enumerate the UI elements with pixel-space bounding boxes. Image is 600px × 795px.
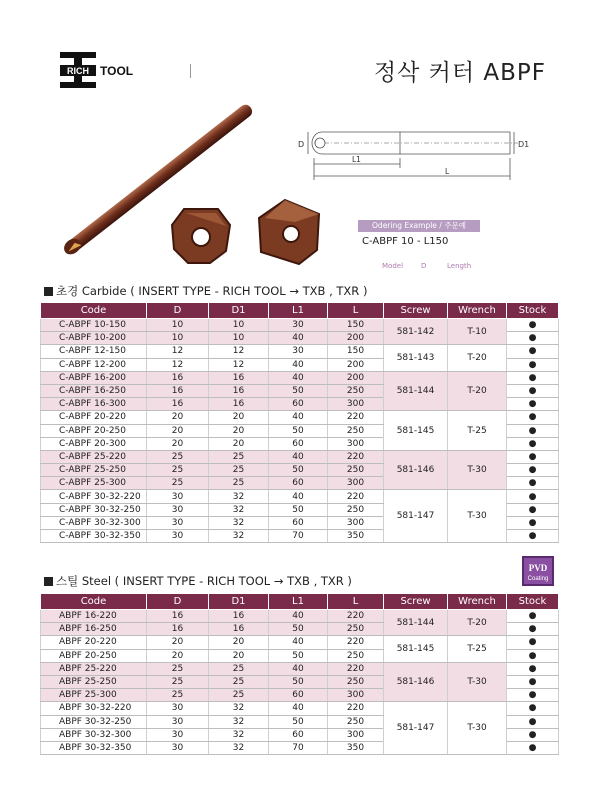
- cell-stock: ●: [507, 741, 559, 754]
- cell-d: 30: [147, 702, 209, 715]
- table-header-row: [41, 594, 559, 610]
- cell-d: 16: [147, 371, 209, 384]
- cell-d1: 10: [209, 319, 269, 332]
- cell-l: 250: [328, 649, 384, 662]
- cell-code: ABPF 25-220: [41, 662, 147, 675]
- cell-d1: 20: [209, 424, 269, 437]
- cell-l: 300: [328, 689, 384, 702]
- cell-wrench: T-20: [448, 610, 507, 636]
- column-header: Screw: [384, 303, 448, 319]
- cell-d: 25: [147, 464, 209, 477]
- table-row: [41, 610, 559, 623]
- cell-code: C-ABPF 25-300: [41, 477, 147, 490]
- cell-stock: ●: [507, 490, 559, 503]
- cell-stock: ●: [507, 345, 559, 358]
- cell-l: 220: [328, 411, 384, 424]
- table-row: [41, 490, 559, 503]
- cell-code: ABPF 20-220: [41, 636, 147, 649]
- cell-code: ABPF 30-32-250: [41, 715, 147, 728]
- cell-l1: 30: [269, 345, 328, 358]
- cell-d: 16: [147, 610, 209, 623]
- cell-d: 10: [147, 332, 209, 345]
- cell-screw: 581-147: [384, 702, 448, 755]
- cell-d: 30: [147, 728, 209, 741]
- cell-screw: 581-144: [384, 610, 448, 636]
- insert-txb-image: [170, 205, 232, 267]
- cell-code: C-ABPF 25-220: [41, 450, 147, 463]
- cell-l1: 40: [269, 610, 328, 623]
- column-header: Code: [41, 303, 147, 319]
- cell-l1: 70: [269, 530, 328, 543]
- dim-d1-label: D1: [518, 140, 530, 149]
- cell-code: C-ABPF 25-250: [41, 464, 147, 477]
- cell-l: 200: [328, 371, 384, 384]
- cell-l: 300: [328, 516, 384, 529]
- cell-wrench: T-30: [448, 702, 507, 755]
- cell-code: C-ABPF 16-250: [41, 384, 147, 397]
- column-header: Wrench: [448, 303, 507, 319]
- carbide-title-text: 초경 Carbide ( INSERT TYPE - RICH TOOL → TXB , TXR ): [56, 284, 368, 298]
- cell-l: 250: [328, 424, 384, 437]
- logo-tool-text: TOOL: [100, 64, 134, 78]
- cell-d: 25: [147, 675, 209, 688]
- cell-stock: ●: [507, 358, 559, 371]
- cell-screw: 581-143: [384, 345, 448, 371]
- column-header: D1: [209, 303, 269, 319]
- cell-d: 20: [147, 411, 209, 424]
- page-title: 정삭 커터 ABPF: [373, 60, 546, 86]
- carbide-section-title: [44, 283, 367, 299]
- cell-l1: 30: [269, 319, 328, 332]
- cell-d: 30: [147, 741, 209, 754]
- tool-dimension-drawing: [290, 120, 540, 190]
- cell-d1: 25: [209, 662, 269, 675]
- cell-code: C-ABPF 16-300: [41, 398, 147, 411]
- cell-l1: 40: [269, 358, 328, 371]
- cell-d: 20: [147, 424, 209, 437]
- cell-screw: 581-147: [384, 490, 448, 543]
- cell-code: C-ABPF 20-250: [41, 424, 147, 437]
- column-header: D: [147, 594, 209, 610]
- cell-l1: 50: [269, 623, 328, 636]
- cell-d1: 32: [209, 741, 269, 754]
- end-mill-tool-image: [40, 100, 280, 260]
- cell-wrench: T-20: [448, 345, 507, 371]
- column-header: L1: [269, 594, 328, 610]
- cell-l: 250: [328, 715, 384, 728]
- cell-stock: ●: [507, 384, 559, 397]
- cell-screw: 581-142: [384, 319, 448, 345]
- cell-wrench: T-30: [448, 490, 507, 543]
- pvd-coating-text: Coating: [527, 576, 549, 582]
- cell-wrench: T-25: [448, 636, 507, 662]
- cell-wrench: T-30: [448, 662, 507, 702]
- cell-d1: 10: [209, 332, 269, 345]
- bullet-square-icon: [44, 577, 53, 586]
- cell-d1: 32: [209, 728, 269, 741]
- cell-screw: 581-146: [384, 662, 448, 702]
- cell-d1: 25: [209, 689, 269, 702]
- cell-code: ABPF 30-32-300: [41, 728, 147, 741]
- cell-stock: ●: [507, 464, 559, 477]
- cell-d: 20: [147, 437, 209, 450]
- cell-l: 220: [328, 662, 384, 675]
- table-row: [41, 450, 559, 463]
- cell-d1: 12: [209, 345, 269, 358]
- carbide-spec-table: [40, 302, 559, 543]
- cell-stock: ●: [507, 503, 559, 516]
- ordering-sub-length: Length: [447, 262, 472, 270]
- steel-title-text: 스틸 Steel ( INSERT TYPE - RICH TOOL → TXB , TXR ): [56, 574, 352, 588]
- cell-code: C-ABPF 20-220: [41, 411, 147, 424]
- cell-code: C-ABPF 30-32-300: [41, 516, 147, 529]
- ordering-example-label: Odering Example / 주문예: [358, 220, 480, 232]
- cell-d: 25: [147, 689, 209, 702]
- cell-l1: 40: [269, 332, 328, 345]
- cell-d: 30: [147, 516, 209, 529]
- cell-stock: ●: [507, 437, 559, 450]
- cell-code: ABPF 25-300: [41, 689, 147, 702]
- cell-l: 250: [328, 623, 384, 636]
- cell-d: 25: [147, 662, 209, 675]
- steel-spec-table: [40, 593, 559, 755]
- cell-stock: ●: [507, 398, 559, 411]
- cell-l1: 40: [269, 371, 328, 384]
- cell-l: 150: [328, 345, 384, 358]
- cell-l1: 60: [269, 477, 328, 490]
- cell-l1: 40: [269, 411, 328, 424]
- cell-stock: ●: [507, 610, 559, 623]
- cell-stock: ●: [507, 450, 559, 463]
- cell-code: ABPF 30-32-350: [41, 741, 147, 754]
- cell-code: C-ABPF 12-150: [41, 345, 147, 358]
- column-header: Wrench: [448, 594, 507, 610]
- cell-stock: ●: [507, 715, 559, 728]
- table-row: [41, 345, 559, 358]
- table-row: [41, 702, 559, 715]
- cell-d1: 32: [209, 530, 269, 543]
- cell-d: 20: [147, 636, 209, 649]
- cell-stock: ●: [507, 702, 559, 715]
- cell-d1: 16: [209, 371, 269, 384]
- cell-screw: 581-145: [384, 411, 448, 451]
- cell-l: 220: [328, 636, 384, 649]
- cell-code: ABPF 20-250: [41, 649, 147, 662]
- cell-d1: 25: [209, 450, 269, 463]
- cell-d1: 32: [209, 503, 269, 516]
- table-row: [41, 636, 559, 649]
- cell-d: 30: [147, 530, 209, 543]
- logo-rich-text: RICH: [67, 66, 89, 76]
- pvd-coating-badge: [522, 556, 554, 586]
- cell-l1: 60: [269, 689, 328, 702]
- cell-d1: 25: [209, 675, 269, 688]
- cell-code: C-ABPF 20-300: [41, 437, 147, 450]
- cell-l: 220: [328, 450, 384, 463]
- pvd-text: PVD: [528, 563, 548, 573]
- cell-screw: 581-144: [384, 371, 448, 411]
- insert-txr-image: [255, 198, 323, 266]
- cell-screw: 581-146: [384, 450, 448, 490]
- table-row: [41, 411, 559, 424]
- table-header-row: [41, 303, 559, 319]
- cell-code: C-ABPF 30-32-350: [41, 530, 147, 543]
- cell-l: 300: [328, 437, 384, 450]
- cell-stock: ●: [507, 371, 559, 384]
- cell-l1: 70: [269, 741, 328, 754]
- dim-d-label: D: [298, 140, 305, 149]
- rich-tool-logo: [60, 52, 156, 88]
- column-header: L1: [269, 303, 328, 319]
- cell-l1: 60: [269, 516, 328, 529]
- cell-l: 300: [328, 398, 384, 411]
- cell-d1: 25: [209, 477, 269, 490]
- steel-section-title: [44, 573, 352, 589]
- cell-d1: 12: [209, 358, 269, 371]
- cell-l1: 40: [269, 450, 328, 463]
- cell-wrench: T-10: [448, 319, 507, 345]
- cell-l: 200: [328, 358, 384, 371]
- cell-l1: 60: [269, 437, 328, 450]
- cell-l: 300: [328, 477, 384, 490]
- cell-d: 16: [147, 384, 209, 397]
- cell-d: 25: [147, 477, 209, 490]
- cell-stock: ●: [507, 477, 559, 490]
- cell-d1: 32: [209, 702, 269, 715]
- cell-l1: 40: [269, 490, 328, 503]
- cell-d: 10: [147, 319, 209, 332]
- cell-code: C-ABPF 12-200: [41, 358, 147, 371]
- cell-l1: 60: [269, 398, 328, 411]
- cell-d1: 25: [209, 464, 269, 477]
- cell-stock: ●: [507, 332, 559, 345]
- table-row: [41, 371, 559, 384]
- cell-l1: 50: [269, 715, 328, 728]
- cell-l: 350: [328, 741, 384, 754]
- cell-wrench: T-30: [448, 450, 507, 490]
- cell-d1: 16: [209, 384, 269, 397]
- cell-d1: 16: [209, 623, 269, 636]
- cell-d1: 20: [209, 636, 269, 649]
- cell-stock: ●: [507, 623, 559, 636]
- cell-l: 350: [328, 530, 384, 543]
- cell-l: 300: [328, 728, 384, 741]
- cell-l: 150: [328, 319, 384, 332]
- cell-screw: 581-145: [384, 636, 448, 662]
- cell-l: 220: [328, 610, 384, 623]
- cell-d1: 20: [209, 649, 269, 662]
- cell-stock: ●: [507, 516, 559, 529]
- cell-wrench: T-25: [448, 411, 507, 451]
- cell-stock: ●: [507, 319, 559, 332]
- cell-d: 16: [147, 623, 209, 636]
- cell-code: ABPF 16-250: [41, 623, 147, 636]
- dim-l-label: L: [445, 167, 450, 176]
- cell-stock: ●: [507, 411, 559, 424]
- cell-code: ABPF 30-32-220: [41, 702, 147, 715]
- bullet-square-icon: [44, 287, 53, 296]
- dim-l1-label: L1: [352, 155, 361, 164]
- cell-stock: ●: [507, 689, 559, 702]
- column-header: D: [147, 303, 209, 319]
- cell-code: C-ABPF 10-200: [41, 332, 147, 345]
- cell-d: 12: [147, 345, 209, 358]
- cell-l1: 50: [269, 503, 328, 516]
- cell-stock: ●: [507, 636, 559, 649]
- ordering-sub-model: Model: [382, 262, 404, 270]
- cell-l: 200: [328, 332, 384, 345]
- cell-stock: ●: [507, 675, 559, 688]
- cell-code: ABPF 16-220: [41, 610, 147, 623]
- column-header: Stock: [507, 594, 559, 610]
- cell-d1: 32: [209, 715, 269, 728]
- cell-l1: 50: [269, 649, 328, 662]
- column-header: Screw: [384, 594, 448, 610]
- cell-l: 250: [328, 503, 384, 516]
- cell-l: 250: [328, 384, 384, 397]
- cell-d1: 32: [209, 516, 269, 529]
- cell-l: 220: [328, 702, 384, 715]
- cell-d: 30: [147, 490, 209, 503]
- cell-l1: 40: [269, 662, 328, 675]
- cell-code: ABPF 25-250: [41, 675, 147, 688]
- ordering-sub-d: D: [421, 262, 427, 270]
- cell-code: C-ABPF 30-32-220: [41, 490, 147, 503]
- column-header: D1: [209, 594, 269, 610]
- cell-l1: 60: [269, 728, 328, 741]
- cell-wrench: T-20: [448, 371, 507, 411]
- cell-l1: 50: [269, 384, 328, 397]
- cell-l1: 50: [269, 675, 328, 688]
- cell-l1: 40: [269, 702, 328, 715]
- cell-stock: ●: [507, 649, 559, 662]
- cell-d1: 20: [209, 437, 269, 450]
- cell-stock: ●: [507, 530, 559, 543]
- cell-stock: ●: [507, 662, 559, 675]
- cell-l: 250: [328, 464, 384, 477]
- table-row: [41, 662, 559, 675]
- column-header: Code: [41, 594, 147, 610]
- cell-stock: ●: [507, 424, 559, 437]
- header-divider: [190, 64, 191, 78]
- cell-d: 30: [147, 503, 209, 516]
- column-header: L: [328, 594, 384, 610]
- cell-l1: 50: [269, 464, 328, 477]
- column-header: L: [328, 303, 384, 319]
- cell-l: 220: [328, 490, 384, 503]
- cell-d1: 20: [209, 411, 269, 424]
- cell-l1: 50: [269, 424, 328, 437]
- cell-d1: 32: [209, 490, 269, 503]
- cell-l1: 40: [269, 636, 328, 649]
- table-row: [41, 319, 559, 332]
- cell-l: 250: [328, 675, 384, 688]
- cell-code: C-ABPF 30-32-250: [41, 503, 147, 516]
- column-header: Stock: [507, 303, 559, 319]
- cell-d: 20: [147, 649, 209, 662]
- cell-code: C-ABPF 10-150: [41, 319, 147, 332]
- cell-d: 16: [147, 398, 209, 411]
- cell-code: C-ABPF 16-200: [41, 371, 147, 384]
- cell-d: 12: [147, 358, 209, 371]
- cell-d1: 16: [209, 398, 269, 411]
- ordering-example-code: C-ABPF 10 - L150: [362, 236, 449, 247]
- cell-d1: 16: [209, 610, 269, 623]
- cell-stock: ●: [507, 728, 559, 741]
- cell-d: 25: [147, 450, 209, 463]
- cell-d: 30: [147, 715, 209, 728]
